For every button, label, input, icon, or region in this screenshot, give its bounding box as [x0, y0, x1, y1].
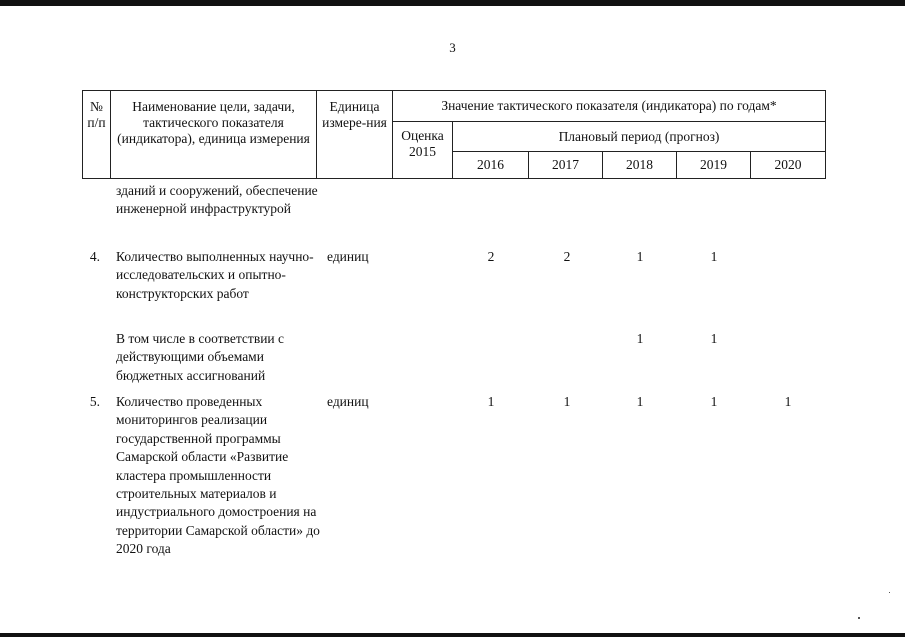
value-2019: 1 — [710, 249, 718, 264]
table-row — [82, 393, 827, 583]
row-name: Количество выполненных научно-исследовательских и опытно-конструкторских работ — [116, 249, 314, 301]
table-header — [82, 90, 826, 179]
value-2018: 1 — [636, 331, 644, 346]
value-2019: 1 — [710, 394, 718, 409]
header-plan: Плановый период (прогноз) — [453, 122, 826, 152]
table-row — [82, 182, 827, 248]
table-row — [82, 330, 827, 393]
value-2018: 1 — [636, 394, 644, 409]
value-2018: 1 — [636, 249, 644, 264]
row-name: В том числе в соответствии с действующими объемами бюджетных ассигнований — [116, 331, 285, 383]
header-year-2016: 2016 — [453, 152, 529, 179]
page-number: 3 — [449, 40, 456, 55]
row-unit: единиц — [327, 394, 369, 409]
row-unit: единиц — [327, 249, 369, 264]
value-2016: 1 — [487, 394, 495, 409]
scan-speck — [889, 592, 890, 593]
header-unit: Единица измере-ния — [317, 91, 393, 179]
value-2016: 2 — [487, 249, 495, 264]
row-number: 4. — [89, 249, 100, 264]
scan-speck — [858, 617, 860, 619]
value-2017: 2 — [563, 249, 571, 264]
header-year-2020: 2020 — [751, 152, 826, 179]
table-row — [82, 248, 827, 330]
header-year-2019: 2019 — [677, 152, 751, 179]
header-year-2017: 2017 — [529, 152, 603, 179]
header-name: Наименование цели, задачи, тактического показателя (индикатора), единица измерения — [111, 91, 317, 179]
bottom-border-rule — [0, 633, 905, 637]
value-2017: 1 — [563, 394, 571, 409]
header-estimate: Оценка 2015 — [393, 122, 453, 179]
header-values: Значение тактического показателя (индикатора) по годам* — [393, 91, 826, 122]
table-body — [82, 182, 827, 583]
value-2019: 1 — [710, 331, 718, 346]
row-number: 5. — [89, 394, 100, 409]
row-name: Количество проведенных мониторингов реализации государственной программы Самарской области «Развитие кластера промышленности строительных материалов и индустриального домостроения на территории Самарской области» до 2020 года — [116, 394, 320, 557]
top-border-rule — [0, 0, 905, 6]
value-2020: 1 — [784, 394, 792, 409]
header-num: № п/п — [83, 91, 111, 179]
header-year-2018: 2018 — [603, 152, 677, 179]
row-name: зданий и сооружений, обеспечение инженерной инфраструктурой — [116, 183, 318, 217]
